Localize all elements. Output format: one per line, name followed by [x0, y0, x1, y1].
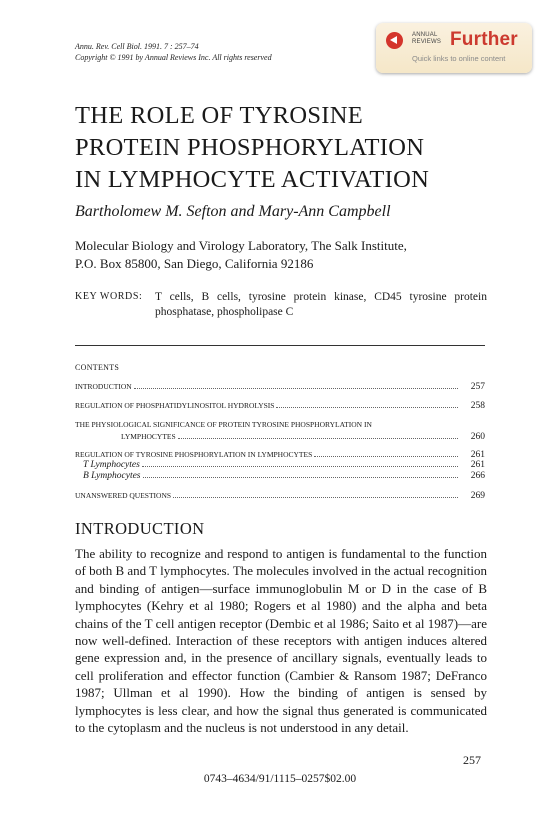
toc-page: 257: [470, 382, 485, 392]
toc-title: B Lymphocytes: [83, 471, 141, 481]
toc-leader: [314, 456, 458, 457]
toc-entry[interactable]: [75, 431, 485, 442]
toc-page: 260: [470, 432, 485, 442]
title-line: PROTEIN PHOSPHORYLATION: [75, 134, 425, 161]
footer-code: 0743–4634/91/1115–0257$02.00: [203, 773, 357, 785]
toc-entry[interactable]: [75, 460, 485, 471]
title-line: THE ROLE OF TYROSINE: [75, 102, 363, 129]
toc-leader: [134, 388, 458, 389]
further-label: Further: [450, 29, 518, 50]
toc-title: UNANSWERED QUESTIONS: [75, 491, 172, 500]
keywords-text: T cells, B cells, tyrosine protein kinase, CD45 tyrosine protein phosphatase, phospholipase C: [155, 291, 487, 318]
toc-title[interactable]: THE PHYSIOLOGICAL SIGNIFICANCE OF PROTEIN TYROSINE PHOSPHORYLATION IN: [75, 420, 372, 429]
toc-entry[interactable]: [75, 381, 485, 392]
page-number: 257: [463, 753, 481, 767]
play-arrow-icon: [386, 32, 403, 49]
toc-leader: [173, 497, 458, 498]
toc-leader: [143, 477, 459, 478]
affiliation: [75, 237, 407, 273]
toc-title: REGULATION OF PHOSPHATIDYLINOSITOL HYDROLYSIS: [75, 401, 275, 410]
journal-citation: Annu. Rev. Cell Biol. 1991. 7 : 257–74: [75, 42, 199, 51]
toc-title: LYMPHOCYTES: [121, 432, 176, 441]
section-heading: INTRODUCTION: [75, 519, 205, 538]
article-title: [75, 100, 505, 196]
authors: Bartholomew M. Sefton and Mary-Ann Campbell: [75, 203, 391, 220]
affiliation-line: Molecular Biology and Virology Laboratory, The Salk Institute,: [75, 238, 407, 253]
toc-page: 269: [470, 491, 485, 501]
toc-leader: [142, 466, 458, 467]
divider: [75, 345, 485, 346]
title-line: IN LYMPHOCYTE ACTIVATION: [75, 166, 430, 193]
toc-leader: [276, 407, 458, 408]
toc-page: 258: [470, 401, 485, 411]
copyright-line: Copyright © 1991 by Annual Reviews Inc. All rights reserved: [75, 53, 272, 62]
body-paragraph: The ability to recognize and respond to antigen is fundamental to the function of both B and T lymphocytes. The molecules involved in the actual recognition and binding of antigen—surface immunoglobulin M or D in the case of B lymphocytes (Kehry et al 1980; Rogers et al 1980) and the alpha and beta chains of the T cell antigen receptor (Dembic et al 1986; Saito et al 1987)—are now well-defined. Interaction of these receptors with antigen induces altered gene expression and, in the presence of ancillary signals, eventually leads to cell proliferation and effector function (Cambier & Ransom 1987; DeFranco 1987; Ullman et al 1990). How the binding of antigen is sensed by lymphocytes is less clear, and how the signal thus generated is communicated to the cytoplasm and the nucleus is not understood in any detail.: [75, 546, 487, 736]
annual-label: ANNUAL: [412, 32, 438, 38]
reviews-label: REVIEWS: [412, 39, 442, 45]
toc-title: T Lymphocytes: [83, 460, 140, 470]
further-badge[interactable]: [376, 23, 532, 73]
contents-heading: CONTENTS: [75, 363, 120, 372]
toc-page: 261: [470, 450, 485, 460]
toc-title: INTRODUCTION: [75, 382, 132, 391]
affiliation-line: P.O. Box 85800, San Diego, California 92186: [75, 256, 314, 271]
toc-page: 266: [470, 471, 485, 481]
toc-title: REGULATION OF TYROSINE PHOSPHORYLATION IN LYMPHOCYTES: [75, 450, 313, 459]
toc-entry[interactable]: [75, 471, 485, 482]
toc-entry[interactable]: [75, 490, 485, 501]
toc-page: 261: [470, 460, 485, 470]
toc-entry[interactable]: [75, 400, 485, 411]
toc-entry[interactable]: [75, 449, 485, 460]
badge-tagline: Quick links to online content: [412, 54, 506, 63]
toc-leader: [178, 438, 458, 439]
keywords-label: KEY WORDS:: [75, 291, 143, 302]
